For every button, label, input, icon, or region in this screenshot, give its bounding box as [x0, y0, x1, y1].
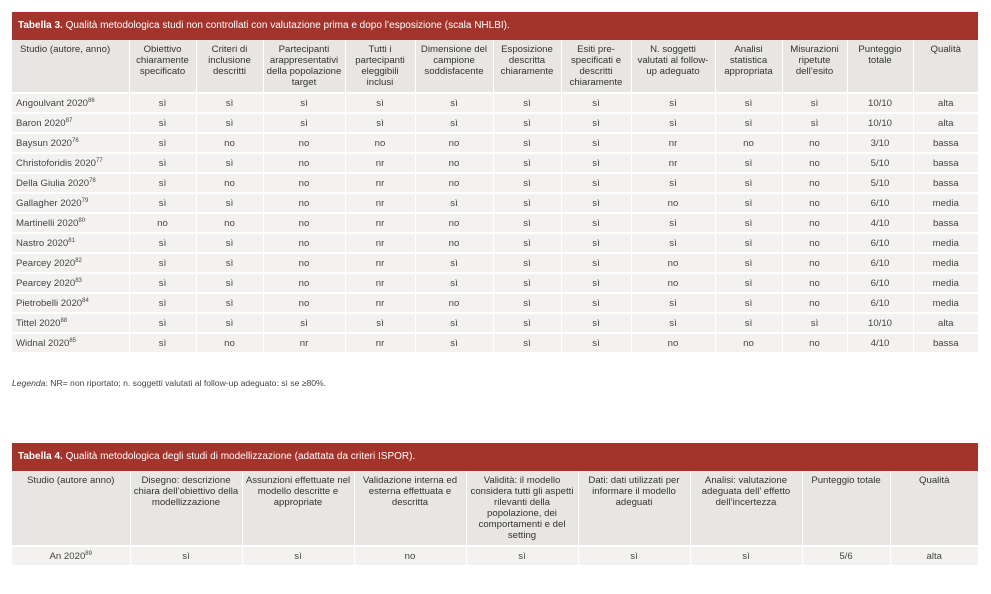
study-name: An 2020	[49, 550, 86, 562]
table-cell: no	[782, 293, 847, 313]
table-cell: sì	[493, 333, 561, 352]
study-name: Tittel 2020	[16, 317, 61, 329]
table-cell: sì	[782, 113, 847, 133]
table-cell: sì	[196, 93, 263, 113]
table-cell: sì	[129, 133, 196, 153]
table-cell: sì	[196, 233, 263, 253]
table-cell: no	[782, 253, 847, 273]
table3-header-cell: Tutti i partecipanti eleggibili inclusi	[345, 40, 415, 93]
reference-number: 88	[60, 317, 68, 324]
table-row	[12, 253, 978, 273]
table-row	[12, 133, 978, 153]
table3-header-cell: N. soggetti valutati al follow-up adeguato	[631, 40, 715, 93]
study-cell	[12, 546, 130, 565]
table-cell: sì	[561, 153, 631, 173]
table-cell: no	[415, 153, 493, 173]
legend-label: Legenda	[12, 378, 46, 388]
table-cell: sì	[129, 313, 196, 333]
table-cell: sì	[415, 113, 493, 133]
table-cell: sì	[196, 153, 263, 173]
table-cell: sì	[493, 133, 561, 153]
table-cell: sì	[129, 253, 196, 273]
table-cell: media	[913, 193, 978, 213]
table-cell: sì	[129, 233, 196, 253]
table-cell: sì	[631, 313, 715, 333]
reference-number: 76	[72, 137, 79, 144]
table-cell: sì	[561, 173, 631, 193]
table-cell: sì	[129, 173, 196, 193]
table-cell: sì	[129, 93, 196, 113]
table-3-legend	[12, 378, 326, 388]
table-cell: media	[913, 293, 978, 313]
table-cell: sì	[196, 253, 263, 273]
study-name: Widnal 2020	[16, 337, 70, 349]
table-cell: bassa	[913, 213, 978, 233]
study-name: Baron 2020	[16, 117, 66, 129]
table-cell: sì	[263, 113, 345, 133]
table3-header-cell: Esposizione descritta chiaramente	[493, 40, 561, 93]
reference-number: 87	[65, 117, 73, 124]
table-cell: sì	[561, 213, 631, 233]
table3-header-cell: Criteri di inclusione descritti	[196, 40, 263, 93]
reference-number: 79	[81, 197, 89, 204]
table-cell: sì	[561, 93, 631, 113]
table-cell: no	[782, 273, 847, 293]
table-4-grid	[12, 471, 978, 565]
table-cell: nr	[345, 173, 415, 193]
table-cell: sì	[561, 313, 631, 333]
reference-number: 85	[69, 337, 77, 344]
table-cell: no	[263, 173, 345, 193]
table4-header-cell: Disegno: descrizione chiara dell’obiettivo della modellizzazione	[130, 471, 242, 546]
reference-number: 86	[88, 97, 95, 104]
table-cell: nr	[631, 133, 715, 153]
table-cell: 6/10	[847, 293, 913, 313]
table-cell: sì	[196, 113, 263, 133]
table-cell: alta	[913, 313, 978, 333]
table-cell: media	[913, 273, 978, 293]
table-cell: sì	[715, 113, 782, 133]
table3-header-cell: Obiettivo chiaramente specificato	[129, 40, 196, 93]
study-name: Baysun 2020	[16, 137, 73, 149]
table-cell: sì	[129, 113, 196, 133]
table-cell: no	[715, 333, 782, 352]
table-cell: no	[263, 253, 345, 273]
table-cell: sì	[493, 93, 561, 113]
table-cell: nr	[345, 153, 415, 173]
table-cell: sì	[631, 173, 715, 193]
table-cell: no	[196, 333, 263, 352]
table-cell: sì	[561, 133, 631, 153]
table-cell: no	[631, 333, 715, 352]
table-row	[12, 213, 978, 233]
table4-header-cell: Studio (autore anno)	[12, 471, 130, 546]
table4-header-cell: Validità: il modello considera tutti gli aspetti rilevanti della popolazione, dei comportamenti e del setting	[466, 471, 578, 546]
table-cell: sì	[493, 153, 561, 173]
table-cell: sì	[631, 293, 715, 313]
table-cell: no	[263, 193, 345, 213]
table-cell: sì	[196, 293, 263, 313]
table-cell: sì	[715, 93, 782, 113]
table-cell: no	[782, 153, 847, 173]
table-row	[12, 233, 978, 253]
table-cell: bassa	[913, 173, 978, 193]
table-cell: no	[782, 193, 847, 213]
table-cell: sì	[493, 193, 561, 213]
table-cell: no	[782, 333, 847, 352]
table-cell: sì	[263, 93, 345, 113]
table-cell: no	[415, 133, 493, 153]
table-cell: sì	[129, 193, 196, 213]
table-cell: nr	[631, 153, 715, 173]
table-cell: no	[196, 213, 263, 233]
study-name: Gallagher 2020	[16, 197, 82, 209]
study-cell	[12, 233, 129, 253]
study-cell	[12, 213, 129, 233]
reference-number: 78	[89, 177, 96, 184]
reference-number: 81	[68, 237, 75, 244]
study-name: Nastro 2020	[16, 237, 69, 249]
study-name: Angoulvant 2020	[16, 97, 89, 109]
study-cell	[12, 293, 129, 313]
table-cell: nr	[345, 253, 415, 273]
table4-header-cell: Validazione interna ed esterna effettuata e descritta	[354, 471, 466, 546]
table4-header-cell: Analisi: valutazione adeguata dell’ effetto dell’incertezza	[690, 471, 802, 546]
table-cell: no	[631, 273, 715, 293]
table-cell: no	[782, 213, 847, 233]
table3-header-cell: Studio (autore, anno)	[12, 40, 129, 93]
table-4-caption	[12, 443, 978, 471]
table-cell: no	[631, 193, 715, 213]
study-cell	[12, 333, 129, 352]
table-cell: no	[354, 546, 466, 565]
table-cell: sì	[782, 93, 847, 113]
table-cell: alta	[890, 546, 978, 565]
table-cell: sì	[415, 93, 493, 113]
table-cell: bassa	[913, 333, 978, 352]
table-row	[12, 113, 978, 133]
table-cell: 6/10	[847, 193, 913, 213]
table-3-grid	[12, 40, 978, 352]
table-cell: sì	[561, 273, 631, 293]
table-row	[12, 546, 978, 565]
table-row	[12, 173, 978, 193]
table-cell: 6/10	[847, 273, 913, 293]
table-row	[12, 153, 978, 173]
table-cell: 4/10	[847, 333, 913, 352]
table-cell: sì	[493, 173, 561, 193]
table-cell: no	[196, 133, 263, 153]
table-cell: 6/10	[847, 233, 913, 253]
table-cell: sì	[493, 233, 561, 253]
table-row	[12, 193, 978, 213]
table-cell: no	[263, 233, 345, 253]
study-cell	[12, 313, 129, 333]
table-cell: 6/10	[847, 253, 913, 273]
table-cell: media	[913, 233, 978, 253]
table-4-caption-text: Qualità metodologica degli studi di modellizzazione (adattata da criteri ISPOR).	[62, 451, 416, 462]
table-3-caption-label: Tabella 3.	[18, 20, 63, 31]
table-cell: sì	[130, 546, 242, 565]
table-cell: no	[263, 153, 345, 173]
study-name: Pietrobelli 2020	[16, 297, 83, 309]
table-cell: no	[415, 213, 493, 233]
table-cell: no	[782, 233, 847, 253]
table-cell: sì	[578, 546, 690, 565]
table-cell: sì	[415, 253, 493, 273]
table3-header-cell: Partecipanti arappresentativi della popolazione target	[263, 40, 345, 93]
table-4-header-row	[12, 471, 978, 546]
table-cell: sì	[345, 93, 415, 113]
table-cell: sì	[561, 233, 631, 253]
table-cell: nr	[345, 293, 415, 313]
table-cell: sì	[493, 273, 561, 293]
table-3	[12, 12, 978, 352]
table-cell: nr	[263, 333, 345, 352]
table-cell: no	[715, 133, 782, 153]
table-cell: sì	[196, 313, 263, 333]
table-cell: alta	[913, 113, 978, 133]
reference-number: 84	[82, 297, 89, 304]
table-cell: no	[263, 133, 345, 153]
table-cell: nr	[345, 213, 415, 233]
table3-header-cell: Analisi statistica appropriata	[715, 40, 782, 93]
table-cell: sì	[715, 253, 782, 273]
table3-header-cell: Punteggio totale	[847, 40, 913, 93]
table-cell: nr	[345, 193, 415, 213]
table-cell: sì	[493, 253, 561, 273]
study-cell	[12, 133, 129, 153]
table-3-header-row	[12, 40, 978, 93]
table-cell: no	[196, 173, 263, 193]
table-cell: sì	[493, 313, 561, 333]
table-cell: no	[263, 273, 345, 293]
reference-number: 89	[85, 550, 92, 557]
table-cell: no	[263, 293, 345, 313]
table-cell: sì	[493, 213, 561, 233]
table-cell: sì	[129, 273, 196, 293]
table-cell: sì	[561, 293, 631, 313]
table-cell: sì	[631, 93, 715, 113]
table-cell: sì	[415, 333, 493, 352]
table3-header-cell: Dimensione del campione soddisfacente	[415, 40, 493, 93]
table-cell: sì	[129, 333, 196, 352]
table-cell: no	[345, 133, 415, 153]
table-cell: sì	[242, 546, 354, 565]
table-cell: sì	[196, 193, 263, 213]
reference-number: 80	[78, 217, 86, 224]
study-name: Pearcey 2020	[16, 257, 76, 269]
table4-header-cell: Qualità	[890, 471, 978, 546]
table-cell: 10/10	[847, 93, 913, 113]
table-cell: sì	[493, 113, 561, 133]
table-cell: sì	[196, 273, 263, 293]
table4-header-cell: Assunzioni effettuate nel modello descritte e appropriate	[242, 471, 354, 546]
study-cell	[12, 113, 129, 133]
table-row	[12, 93, 978, 113]
reference-number: 83	[75, 277, 82, 284]
reference-number: 82	[75, 257, 82, 264]
table-cell: 5/10	[847, 153, 913, 173]
table-cell: sì	[715, 193, 782, 213]
table-4-caption-label: Tabella 4.	[18, 451, 63, 462]
table-cell: 4/10	[847, 213, 913, 233]
table-cell: bassa	[913, 153, 978, 173]
table-cell: sì	[345, 113, 415, 133]
table-cell: sì	[715, 153, 782, 173]
table-cell: sì	[715, 313, 782, 333]
table3-header-cell: Esiti pre-specificati e descritti chiaramente	[561, 40, 631, 93]
table-cell: sì	[715, 213, 782, 233]
table-row	[12, 273, 978, 293]
table-3-caption	[12, 12, 978, 40]
table-cell: sì	[782, 313, 847, 333]
table-cell: no	[263, 213, 345, 233]
table-cell: no	[129, 213, 196, 233]
study-cell	[12, 173, 129, 193]
table-cell: no	[631, 253, 715, 273]
table-cell: 3/10	[847, 133, 913, 153]
table-cell: sì	[690, 546, 802, 565]
table-cell: sì	[561, 193, 631, 213]
table-cell: sì	[466, 546, 578, 565]
legend-text: : NR= non riportato; n. soggetti valutati al follow-up adeguato: sì se ≥80%.	[45, 378, 327, 388]
study-name: Pearcey 2020	[16, 277, 76, 289]
table-cell: sì	[263, 313, 345, 333]
table-cell: media	[913, 253, 978, 273]
table-cell: nr	[345, 273, 415, 293]
table-cell: bassa	[913, 133, 978, 153]
table-cell: nr	[345, 233, 415, 253]
table-cell: no	[415, 233, 493, 253]
study-name: Martinelli 2020	[16, 217, 79, 229]
table4-header-cell: Punteggio totale	[802, 471, 890, 546]
study-cell	[12, 253, 129, 273]
table-cell: 10/10	[847, 313, 913, 333]
table-cell: sì	[415, 273, 493, 293]
table-cell: sì	[129, 153, 196, 173]
table-cell: no	[415, 173, 493, 193]
table-cell: sì	[129, 293, 196, 313]
table-cell: sì	[715, 293, 782, 313]
table-cell: 10/10	[847, 113, 913, 133]
table-cell: sì	[715, 173, 782, 193]
table-cell: sì	[561, 253, 631, 273]
table-cell: sì	[345, 313, 415, 333]
table3-header-cell: Misurazioni ripetute dell’esito	[782, 40, 847, 93]
table-cell: sì	[631, 113, 715, 133]
study-cell	[12, 193, 129, 213]
table-cell: sì	[493, 293, 561, 313]
table-cell: sì	[631, 213, 715, 233]
table-cell: 5/6	[802, 546, 890, 565]
table-cell: no	[415, 293, 493, 313]
table4-header-cell: Dati: dati utilizzati per informare il modello adeguati	[578, 471, 690, 546]
table-cell: sì	[415, 313, 493, 333]
table-cell: sì	[561, 113, 631, 133]
study-cell	[12, 93, 129, 113]
study-cell	[12, 273, 129, 293]
table-cell: alta	[913, 93, 978, 113]
table-cell: sì	[715, 273, 782, 293]
table-row	[12, 333, 978, 352]
table-cell: sì	[561, 333, 631, 352]
table-cell: no	[782, 133, 847, 153]
table3-header-cell: Qualità	[913, 40, 978, 93]
study-cell	[12, 153, 129, 173]
table-cell: sì	[715, 233, 782, 253]
table-cell: nr	[345, 333, 415, 352]
table-3-caption-text: Qualità metodologica studi non controllati con valutazione prima e dopo l’esposizione (scala NHLBI).	[62, 20, 510, 31]
table-4	[12, 443, 978, 565]
reference-number: 77	[96, 157, 103, 164]
table-cell: 5/10	[847, 173, 913, 193]
table-cell: sì	[631, 233, 715, 253]
table-cell: no	[782, 173, 847, 193]
study-name: Della Giulia 2020	[16, 177, 90, 189]
table-cell: sì	[415, 193, 493, 213]
study-name: Christoforidis 2020	[16, 157, 96, 169]
table-row	[12, 313, 978, 333]
table-row	[12, 293, 978, 313]
